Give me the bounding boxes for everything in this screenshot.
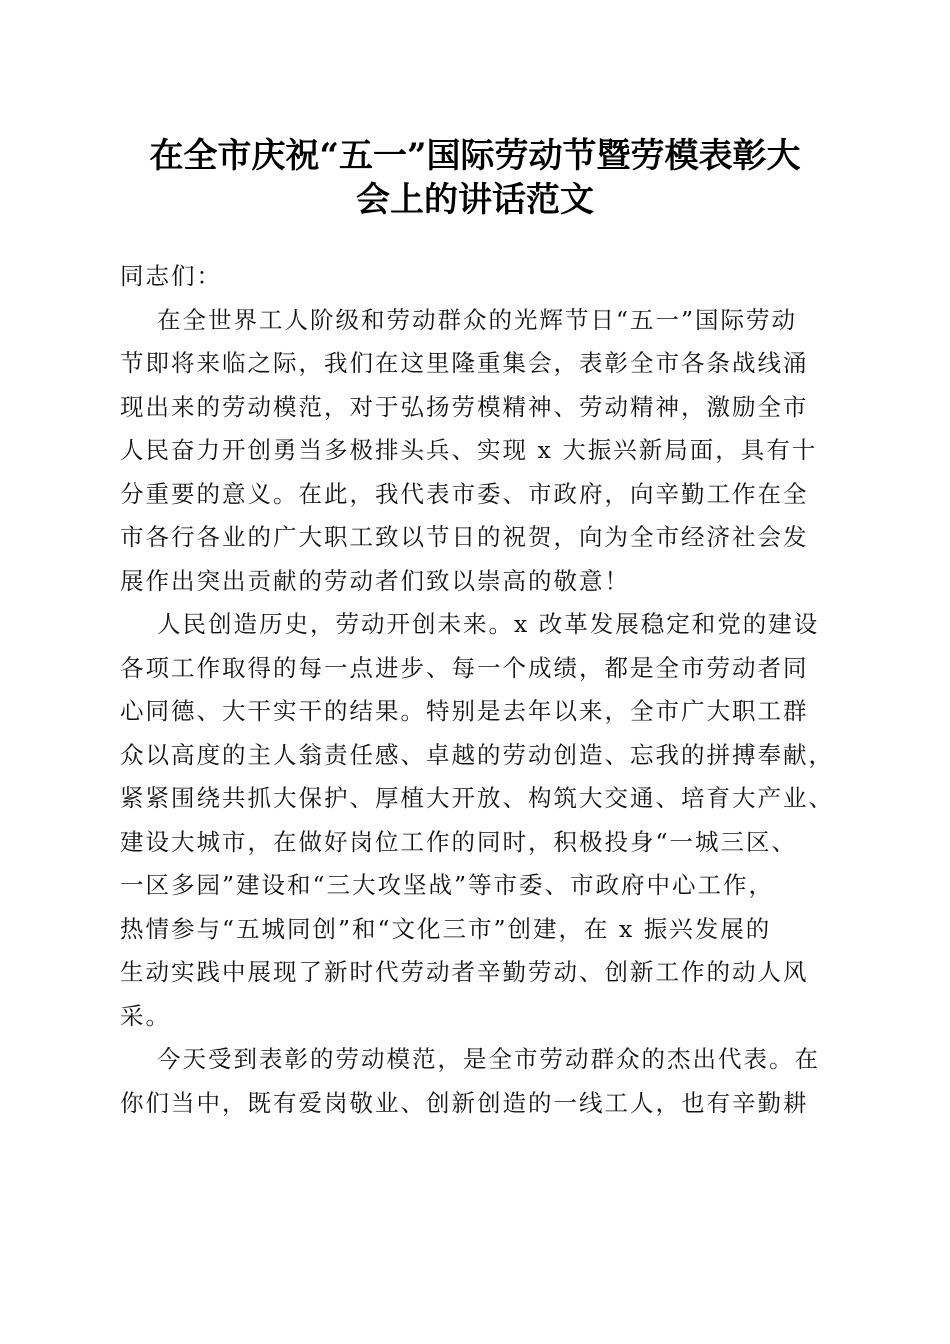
paragraph-line: 紧紧围绕共抓大保护、厚植大开放、构筑大交通、培育大产业、 bbox=[120, 784, 834, 812]
title-line: 在全市庆祝“五一”国际劳动节暨劳模表彰大 bbox=[149, 136, 801, 176]
paragraph-line: 心同德、大干实干的结果。特别是去年以来，全市广大职工群 bbox=[120, 697, 809, 725]
paragraph-line: 众以高度的主人翁责任感、卓越的劳动创造、忘我的拼搏奉献， bbox=[120, 740, 834, 769]
paragraph-line: 热情参与“五城同创”和“文化三市”创建，在 x 振兴发展的 bbox=[120, 914, 772, 943]
salutation: 同志们： bbox=[120, 262, 222, 290]
paragraph-line: 分重要的意义。在此，我代表市委、市政府，向辛勤工作在全 bbox=[120, 479, 809, 508]
paragraph-line: 一区多园”建设和“三大攻坚战”等市委、市政府中心工作， bbox=[120, 871, 775, 899]
paragraph-line: 展作出突出贡献的劳动者们致以崇高的敬意！ bbox=[120, 566, 630, 595]
paragraph-line: 人民创造历史，劳动开创未来。x 改革发展稳定和党的建设 bbox=[157, 610, 820, 638]
paragraph-line: 采。 bbox=[120, 1001, 171, 1030]
paragraph-line: 生动实践中展现了新时代劳动者辛勤劳动、创新工作的动人风 bbox=[120, 958, 809, 986]
paragraph-line: 各项工作取得的每一点进步、每一个成绩，都是全市劳动者同 bbox=[120, 653, 809, 682]
paragraph-line: 在全世界工人阶级和劳动群众的光辉节日“五一”国际劳动 bbox=[157, 305, 798, 334]
document-body bbox=[120, 255, 832, 1125]
paragraph-line: 人民奋力开创勇当多极排头兵、实现 x 大振兴新局面，具有十 bbox=[120, 436, 818, 464]
paragraph-line: 市各行各业的广大职工致以节日的祝贺，向为全市经济社会发 bbox=[120, 523, 809, 551]
paragraph-line: 今天受到表彰的劳动模范，是全市劳动群众的杰出代表。在 bbox=[157, 1045, 820, 1073]
paragraph-line: 现出来的劳动模范，对于弘扬劳模精神、劳动精神，激励全市 bbox=[120, 392, 809, 421]
title-line: 会上的讲话范文 bbox=[356, 180, 594, 220]
paragraph-line: 节即将来临之际，我们在这里隆重集会，表彰全市各条战线涌 bbox=[120, 349, 809, 377]
document-title bbox=[100, 134, 850, 222]
paragraph-line: 你们当中，既有爱岗敬业、创新创造的一线工人，也有辛勤耕 bbox=[120, 1088, 809, 1117]
paragraph-line: 建设大城市，在做好岗位工作的同时，积极投身“一城三区、 bbox=[120, 827, 798, 856]
